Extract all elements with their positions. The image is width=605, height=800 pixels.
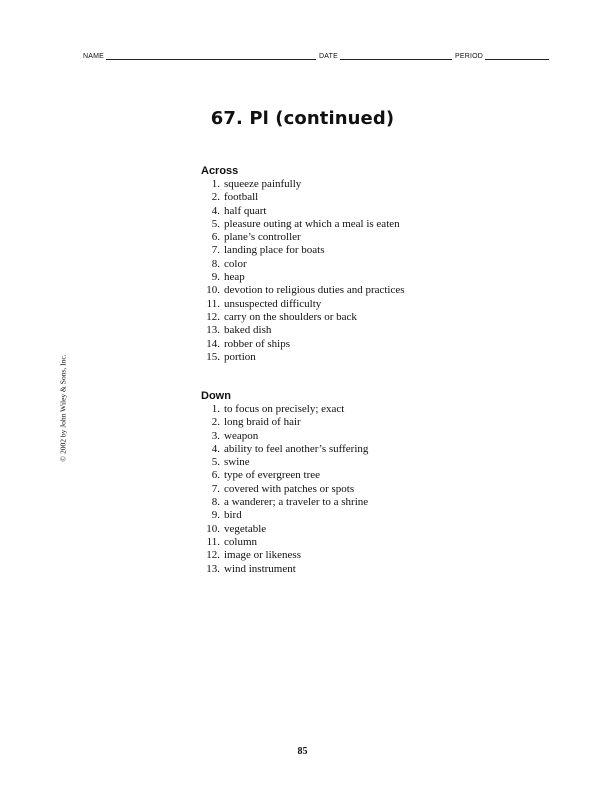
clue-number: 6. [211, 231, 220, 244]
down-clue [201, 430, 501, 443]
across-clue [201, 284, 501, 297]
clue-text: to focus on precisely; exact [224, 403, 345, 415]
clue-text: color [224, 257, 247, 270]
across-clue [201, 191, 501, 204]
across-clue [201, 311, 501, 324]
clue-text: football [224, 191, 259, 204]
clue-text: plane’s controller [224, 231, 301, 244]
clue-text: robber of ships [224, 337, 290, 350]
clue-text: devotion to religious duties and practices [224, 284, 405, 297]
clue-number: 14. [206, 337, 220, 350]
down-heading: Down [201, 390, 231, 402]
across-clue [201, 324, 501, 337]
name-label: NAME [83, 53, 105, 60]
clue-number: 4. [211, 204, 220, 217]
clue-number: 5. [211, 456, 220, 469]
clue-number: 10. [206, 522, 220, 535]
clue-number: 13. [206, 324, 220, 337]
clue-number: 11. [206, 297, 220, 310]
clue-text: baked dish [224, 324, 272, 337]
clue-number: 11. [206, 535, 220, 548]
clue-text: portion [224, 350, 256, 363]
down-clue [201, 523, 501, 536]
down-clue [201, 443, 501, 456]
across-clue-list [201, 178, 501, 364]
clue-number: 2. [211, 191, 220, 204]
down-section [201, 390, 501, 576]
clue-text: type of evergreen tree [224, 469, 320, 482]
clue-text: a wanderer; a traveler to a shrine [224, 496, 369, 509]
clue-text: ability to feel another’s suffering [224, 442, 369, 455]
clue-text: carry on the shoulders or back [224, 310, 357, 323]
down-clue [201, 416, 501, 429]
clue-text: half quart [224, 204, 267, 217]
down-clue [201, 509, 501, 522]
clue-number: 10. [206, 284, 220, 297]
date-label: DATE [319, 53, 338, 60]
across-clue [201, 298, 501, 311]
across-clue [201, 178, 501, 191]
across-heading: Across [201, 165, 239, 177]
clue-text: unsuspected difficulty [224, 297, 322, 310]
across-section [201, 165, 501, 364]
clue-number: 12. [206, 549, 220, 562]
clue-text: pleasure outing at which a meal is eaten [224, 217, 400, 230]
down-clue [201, 549, 501, 562]
clue-text: covered with patches or spots [224, 482, 355, 495]
across-clue [201, 338, 501, 351]
worksheet-header [83, 53, 550, 60]
clue-number: 13. [206, 562, 220, 575]
name-blank-line [106, 53, 316, 60]
clue-number: 6. [211, 469, 220, 482]
clue-text: image or likeness [224, 549, 301, 562]
clue-number: 5. [211, 217, 220, 230]
across-clue [201, 231, 501, 244]
page-number: 85 [297, 746, 308, 757]
clue-number: 9. [211, 509, 220, 522]
clue-number: 8. [211, 257, 220, 270]
clue-number: 7. [211, 482, 220, 495]
clue-number: 8. [211, 496, 220, 509]
clue-text: vegetable [224, 522, 267, 535]
clue-number: 4. [211, 442, 220, 455]
clue-number: 15. [206, 350, 220, 363]
across-clue [201, 271, 501, 284]
down-clue [201, 536, 501, 549]
clue-text: squeeze painfully [224, 178, 302, 190]
across-clue [201, 218, 501, 231]
period-label: PERIOD [454, 53, 484, 60]
clue-text: swine [224, 456, 250, 469]
clue-text: wind instrument [224, 562, 296, 575]
clue-number: 2. [211, 416, 220, 429]
clue-text: long braid of hair [224, 416, 301, 429]
down-clue [201, 469, 501, 482]
page-title: 67. Pl (continued) [210, 108, 395, 129]
across-clue [201, 258, 501, 271]
down-clue [201, 563, 501, 576]
down-clue-list [201, 403, 501, 576]
clue-number: 9. [211, 271, 220, 284]
across-clue [201, 205, 501, 218]
clue-text: weapon [224, 429, 259, 442]
clue-text: landing place for boats [224, 244, 325, 257]
copyright-notice: © 2002 by John Wiley & Sons, Inc. [58, 354, 68, 462]
clue-text: heap [224, 271, 245, 284]
clue-number: 3. [211, 429, 220, 442]
clue-number: 1. [211, 178, 220, 190]
clue-number: 7. [211, 244, 220, 257]
clue-number: 1. [211, 403, 220, 415]
across-clue [201, 244, 501, 257]
clue-text: column [224, 535, 257, 548]
down-clue [201, 483, 501, 496]
across-clue [201, 351, 501, 364]
clue-number: 12. [206, 310, 220, 323]
down-clue [201, 496, 501, 509]
clue-text: bird [224, 509, 242, 522]
down-clue [201, 403, 501, 416]
down-clue [201, 456, 501, 469]
period-blank-line [485, 53, 549, 60]
date-blank-line [340, 53, 452, 60]
